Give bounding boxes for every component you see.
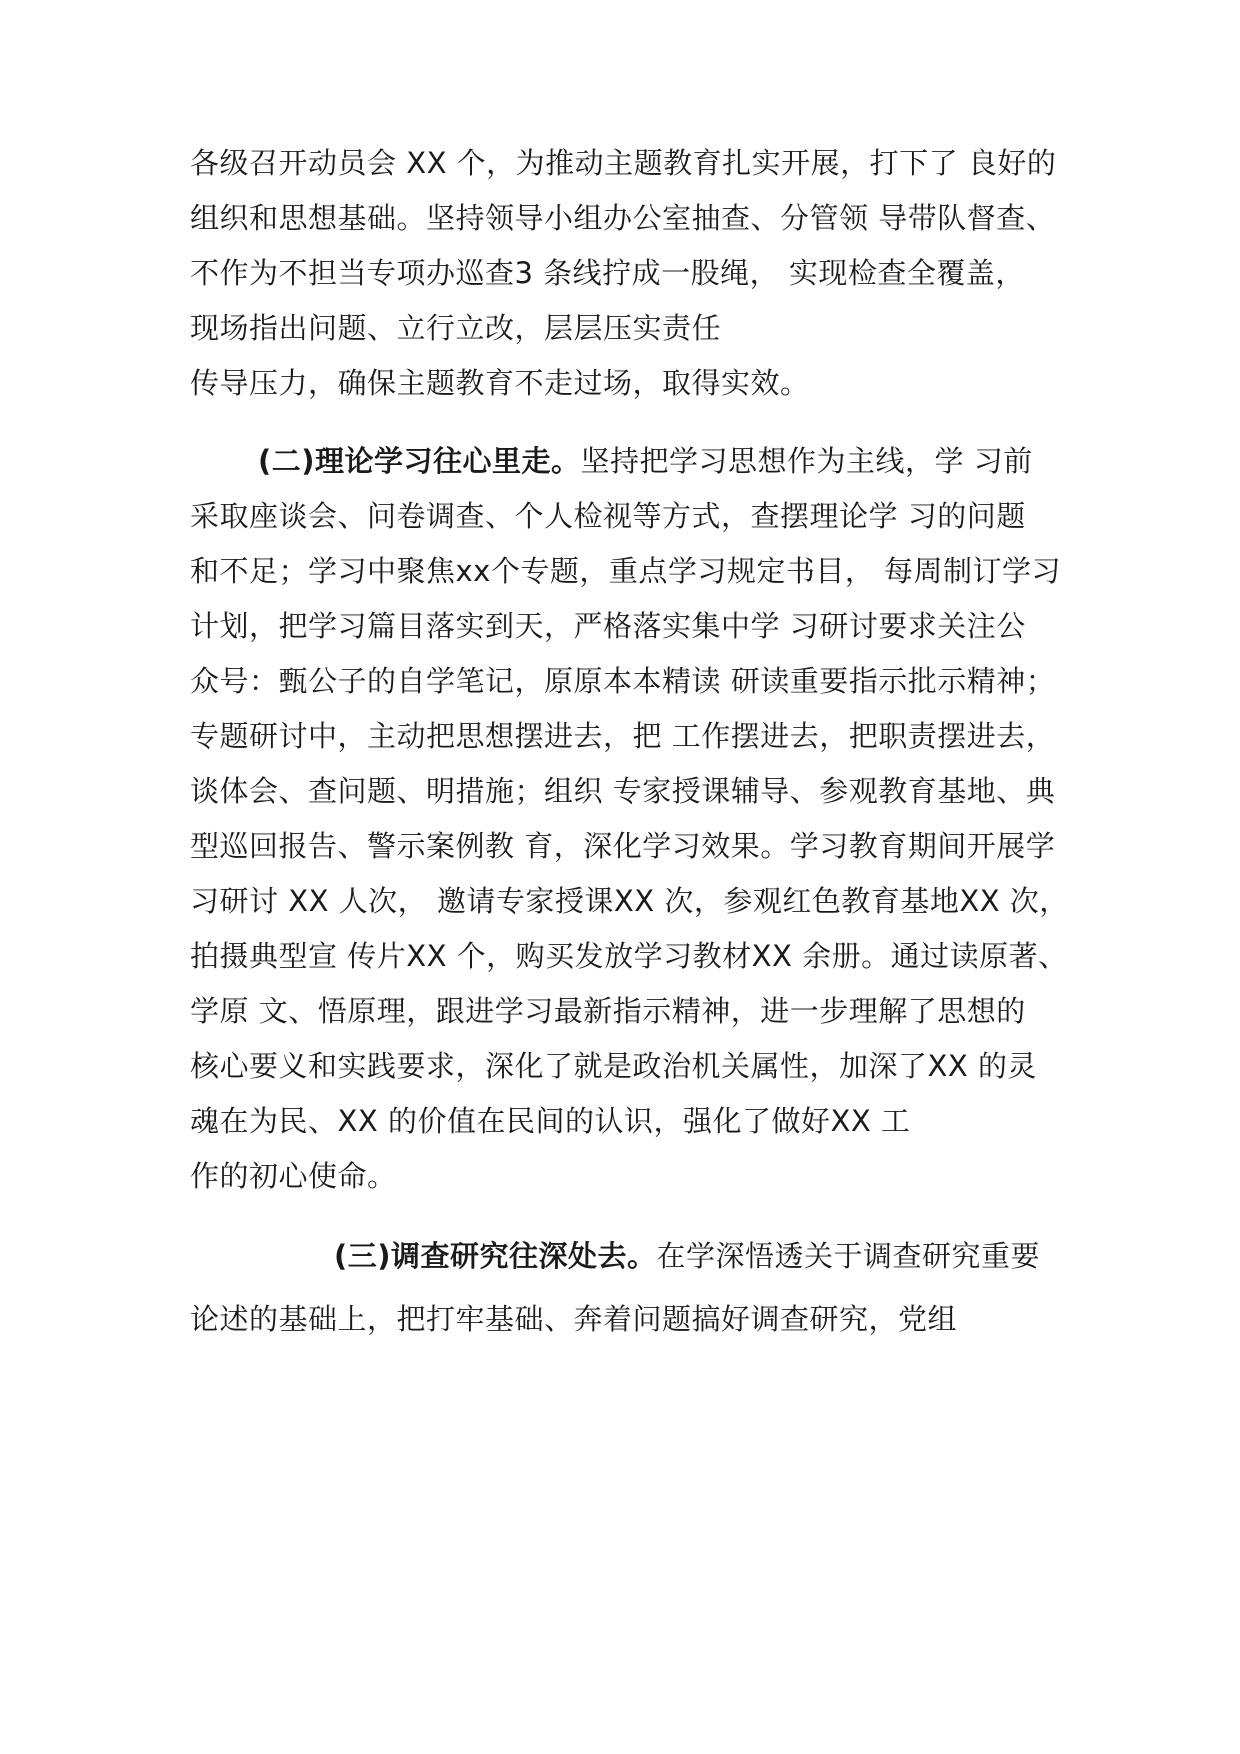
paragraph2-line-14: 作的初心使命。: [190, 1159, 397, 1193]
paragraph2-line-5: 众号：甄公子的自学笔记，原原本本精读 研读重要指示批示精神；: [190, 664, 1056, 698]
paragraph1-line-4: 现场指出问题、立行立改，层层压实责任: [190, 311, 722, 345]
paragraph2-line-2: 采取座谈会、问卷调查、个人检视等方式，查摆理论学 习的问题: [190, 499, 1026, 533]
paragraph1-line-3: 不作为不担当专项办巡查3 条线拧成一股绳， 实现检查全覆盖，: [190, 256, 1025, 290]
paragraph2-line-11: 学原 文、悟原理，跟进学习最新指示精神，进一步理解了思想的: [190, 994, 1026, 1028]
paragraph3-heading: (三)调查研究往深处去。: [334, 1239, 657, 1273]
paragraph1-line-1: 各级召开动员会 XX 个，为推动主题教育扎实开展，打下了 良好的: [190, 146, 1057, 180]
paragraph3-first-line-text: 在学深悟透关于调查研究重要: [656, 1239, 1041, 1273]
paragraph2-line-4: 计划，把学习篇目落实到天，严格落实集中学 习研讨要求关注公: [190, 609, 1026, 643]
paragraph2-line-6: 专题研讨中，主动把思想摆进去，把 工作摆进去，把职责摆进去，: [190, 719, 1056, 753]
paragraph2-line-12: 核心要义和实践要求，深化了就是政治机关属性，加深了XX 的灵: [190, 1049, 1037, 1083]
paragraph2-heading: (二)理论学习往心里走。: [258, 444, 581, 478]
paragraph2-line-9: 习研讨 XX 人次， 邀请专家授课XX 次，参观红色教育基地XX 次，: [190, 884, 1069, 918]
paragraph1-line-5: 传导压力，确保主题教育不走过场，取得实效。: [190, 366, 810, 400]
paragraph3-first-line: [334, 1236, 1040, 1276]
paragraph2-line-8: 型巡回报告、警示案例教 育，深化学习效果。学习教育期间开展学: [190, 829, 1056, 863]
paragraph3-line-2: 论述的基础上，把打牢基础、奔着问题搞好调查研究，党组: [190, 1302, 958, 1336]
paragraph2-first-line: [258, 441, 1033, 481]
paragraph2-line-3: 和不足；学习中聚焦xx个专题，重点学习规定书目， 每周制订学习: [190, 554, 1062, 588]
paragraph2-line-10: 拍摄典型宣 传片XX 个，购买发放学习教材XX 余册。通过读原著、: [190, 939, 1068, 973]
paragraph1-line-2: 组织和思想基础。坚持领导小组办公室抽查、分管领 导带队督查、: [190, 201, 1056, 235]
paragraph2-line-13: 魂在为民、XX 的价值在民间的认识，强化了做好XX 工: [190, 1104, 911, 1138]
paragraph2-line-7: 谈体会、查问题、明措施；组织 专家授课辅导、参观教育基地、典: [190, 774, 1056, 808]
paragraph2-first-line-text: 坚持把学习思想作为主线，学 习前: [580, 444, 1033, 478]
